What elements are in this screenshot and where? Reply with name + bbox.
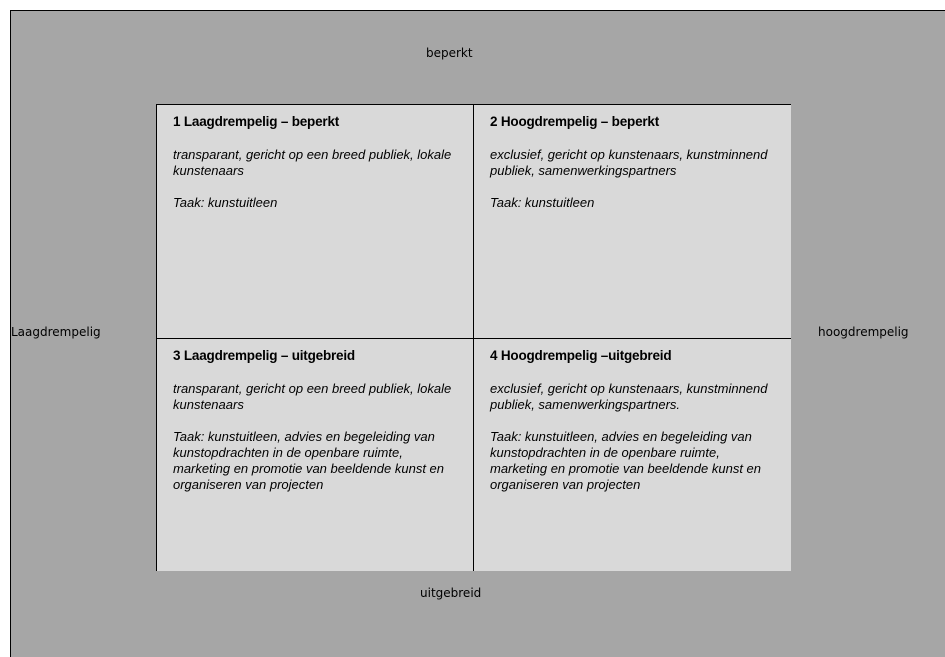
quadrant-2 [474, 105, 791, 338]
axis-label-bottom: uitgebreid [420, 586, 482, 600]
quadrant-3 [157, 339, 473, 571]
quadrant-1-task: Taak: kunstuitleen [173, 195, 278, 210]
quadrant-3-task: Taak: kunstuitleen, advies en begeleiding van kunstopdrachten in de openbare ruimte, marketing en promotie van beeldende kunst en organiseren van projecten [173, 429, 445, 492]
quadrant-3-description: transparant, gericht op een breed publiek, lokale kunstenaars [173, 381, 452, 412]
quadrant-grid [156, 104, 791, 571]
quadrant-1-title: 1 Laagdrempelig – beperkt [173, 114, 340, 129]
quadrant-4-task: Taak: kunstuitleen, advies en begeleiding van kunstopdrachten in de openbare ruimte, marketing en promotie van beeldende kunst en organiseren van projecten [490, 429, 762, 492]
axis-label-right: hoogdrempelig [818, 325, 909, 339]
quadrant-1 [157, 105, 473, 338]
quadrant-1-description: transparant, gericht op een breed publiek, lokale kunstenaars [173, 147, 452, 178]
quadrant-4-description: exclusief, gericht op kunstenaars, kunstminnend publiek, samenwerkingspartners. [490, 381, 768, 412]
quadrant-2-task: Taak: kunstuitleen [490, 195, 595, 210]
quadrant-4 [474, 339, 791, 571]
quadrant-4-title: 4 Hoogdrempelig –uitgebreid [490, 348, 672, 363]
quadrant-2-description: exclusief, gericht op kunstenaars, kunstminnend publiek, samenwerkingspartners [490, 147, 768, 178]
quadrant-3-title: 3 Laagdrempelig – uitgebreid [173, 348, 355, 363]
axis-label-left: Laagdrempelig [11, 325, 101, 339]
quadrant-2-title: 2 Hoogdrempelig – beperkt [490, 114, 660, 129]
axis-label-top: beperkt [426, 46, 473, 60]
diagram-canvas [10, 10, 945, 657]
